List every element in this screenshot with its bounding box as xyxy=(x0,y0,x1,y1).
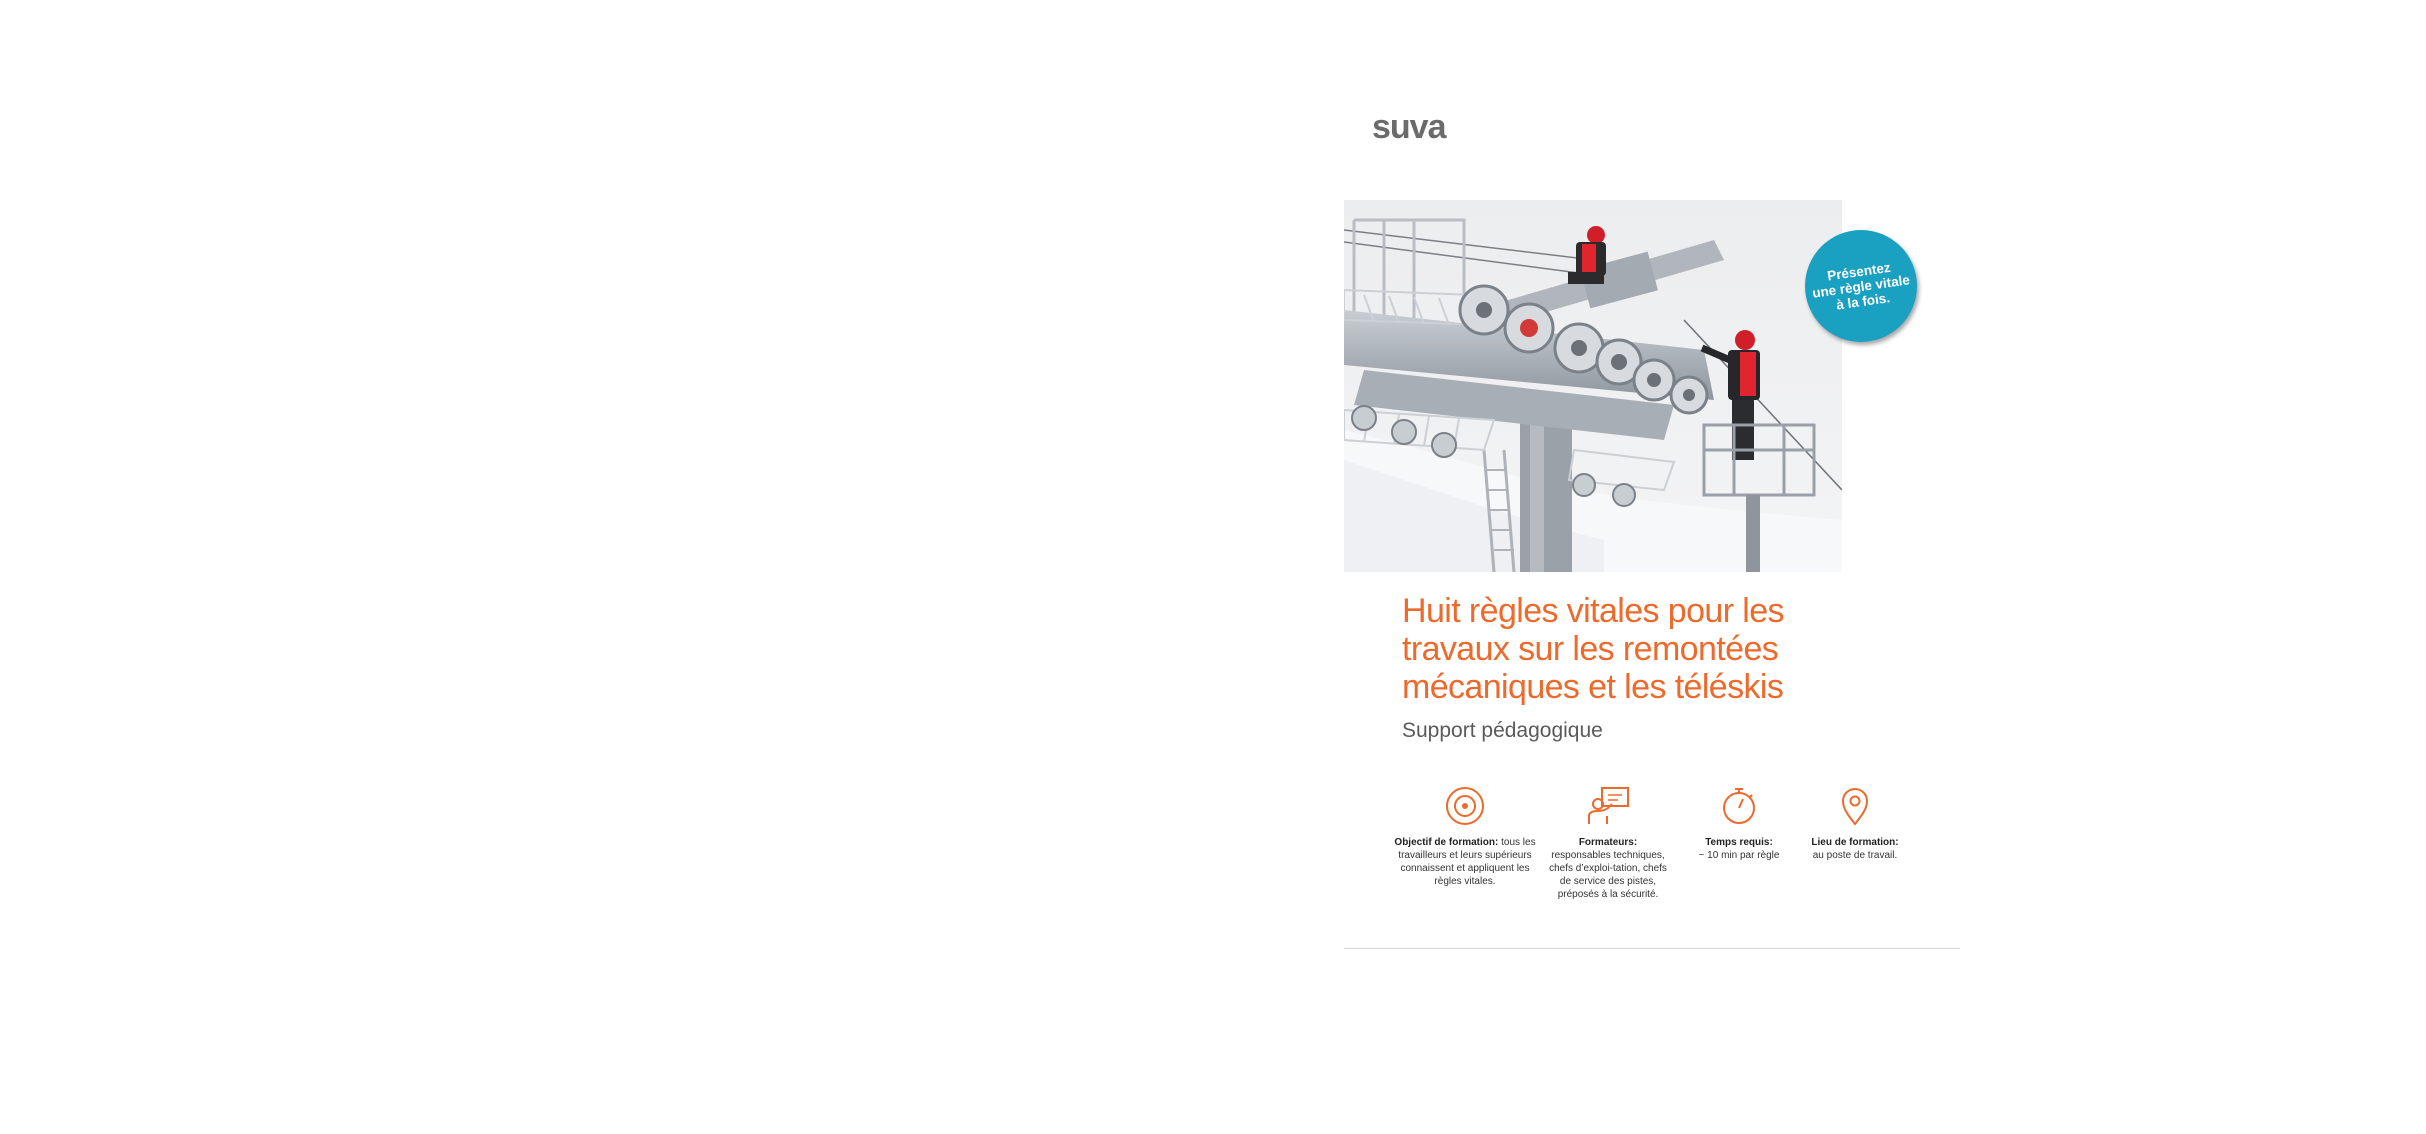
info-training-location xyxy=(1800,786,1910,862)
info-text: responsables techniques, chefs d’exploi-tation, chefs de service des pistes, préposés à la sécurité. xyxy=(1549,850,1667,900)
location-pin-icon xyxy=(1835,786,1875,826)
stopwatch-icon xyxy=(1719,786,1759,826)
info-label: Formateurs: xyxy=(1578,837,1638,848)
info-label: Temps requis: xyxy=(1705,837,1773,848)
info-trainers xyxy=(1548,786,1668,901)
footer-divider xyxy=(1344,948,1960,949)
hint-badge xyxy=(1805,230,1917,342)
document-title: Huit règles vitales pour les travaux sur les remontées mécaniques et les téléskis xyxy=(1402,592,1784,706)
cover-photo xyxy=(1344,200,1842,572)
info-label: Lieu de formation: xyxy=(1811,837,1899,848)
suva-logo: suva xyxy=(1372,108,1446,146)
info-label: Objectif de formation: xyxy=(1394,837,1499,848)
hint-badge-text: Présentez une règle vitale à la fois. xyxy=(1811,259,1911,313)
presenter-icon xyxy=(1586,786,1630,826)
info-text: tous les travailleurs et leurs supérieurs connaissent et appliquent les règles vitales. xyxy=(1398,837,1536,887)
info-text: ~ 10 min par règle xyxy=(1698,850,1780,861)
info-training-goal xyxy=(1392,786,1538,888)
info-time-required xyxy=(1694,786,1784,862)
document-subtitle: Support pédagogique xyxy=(1402,719,1603,742)
info-text: au poste de travail. xyxy=(1812,850,1898,861)
target-icon xyxy=(1445,786,1485,826)
